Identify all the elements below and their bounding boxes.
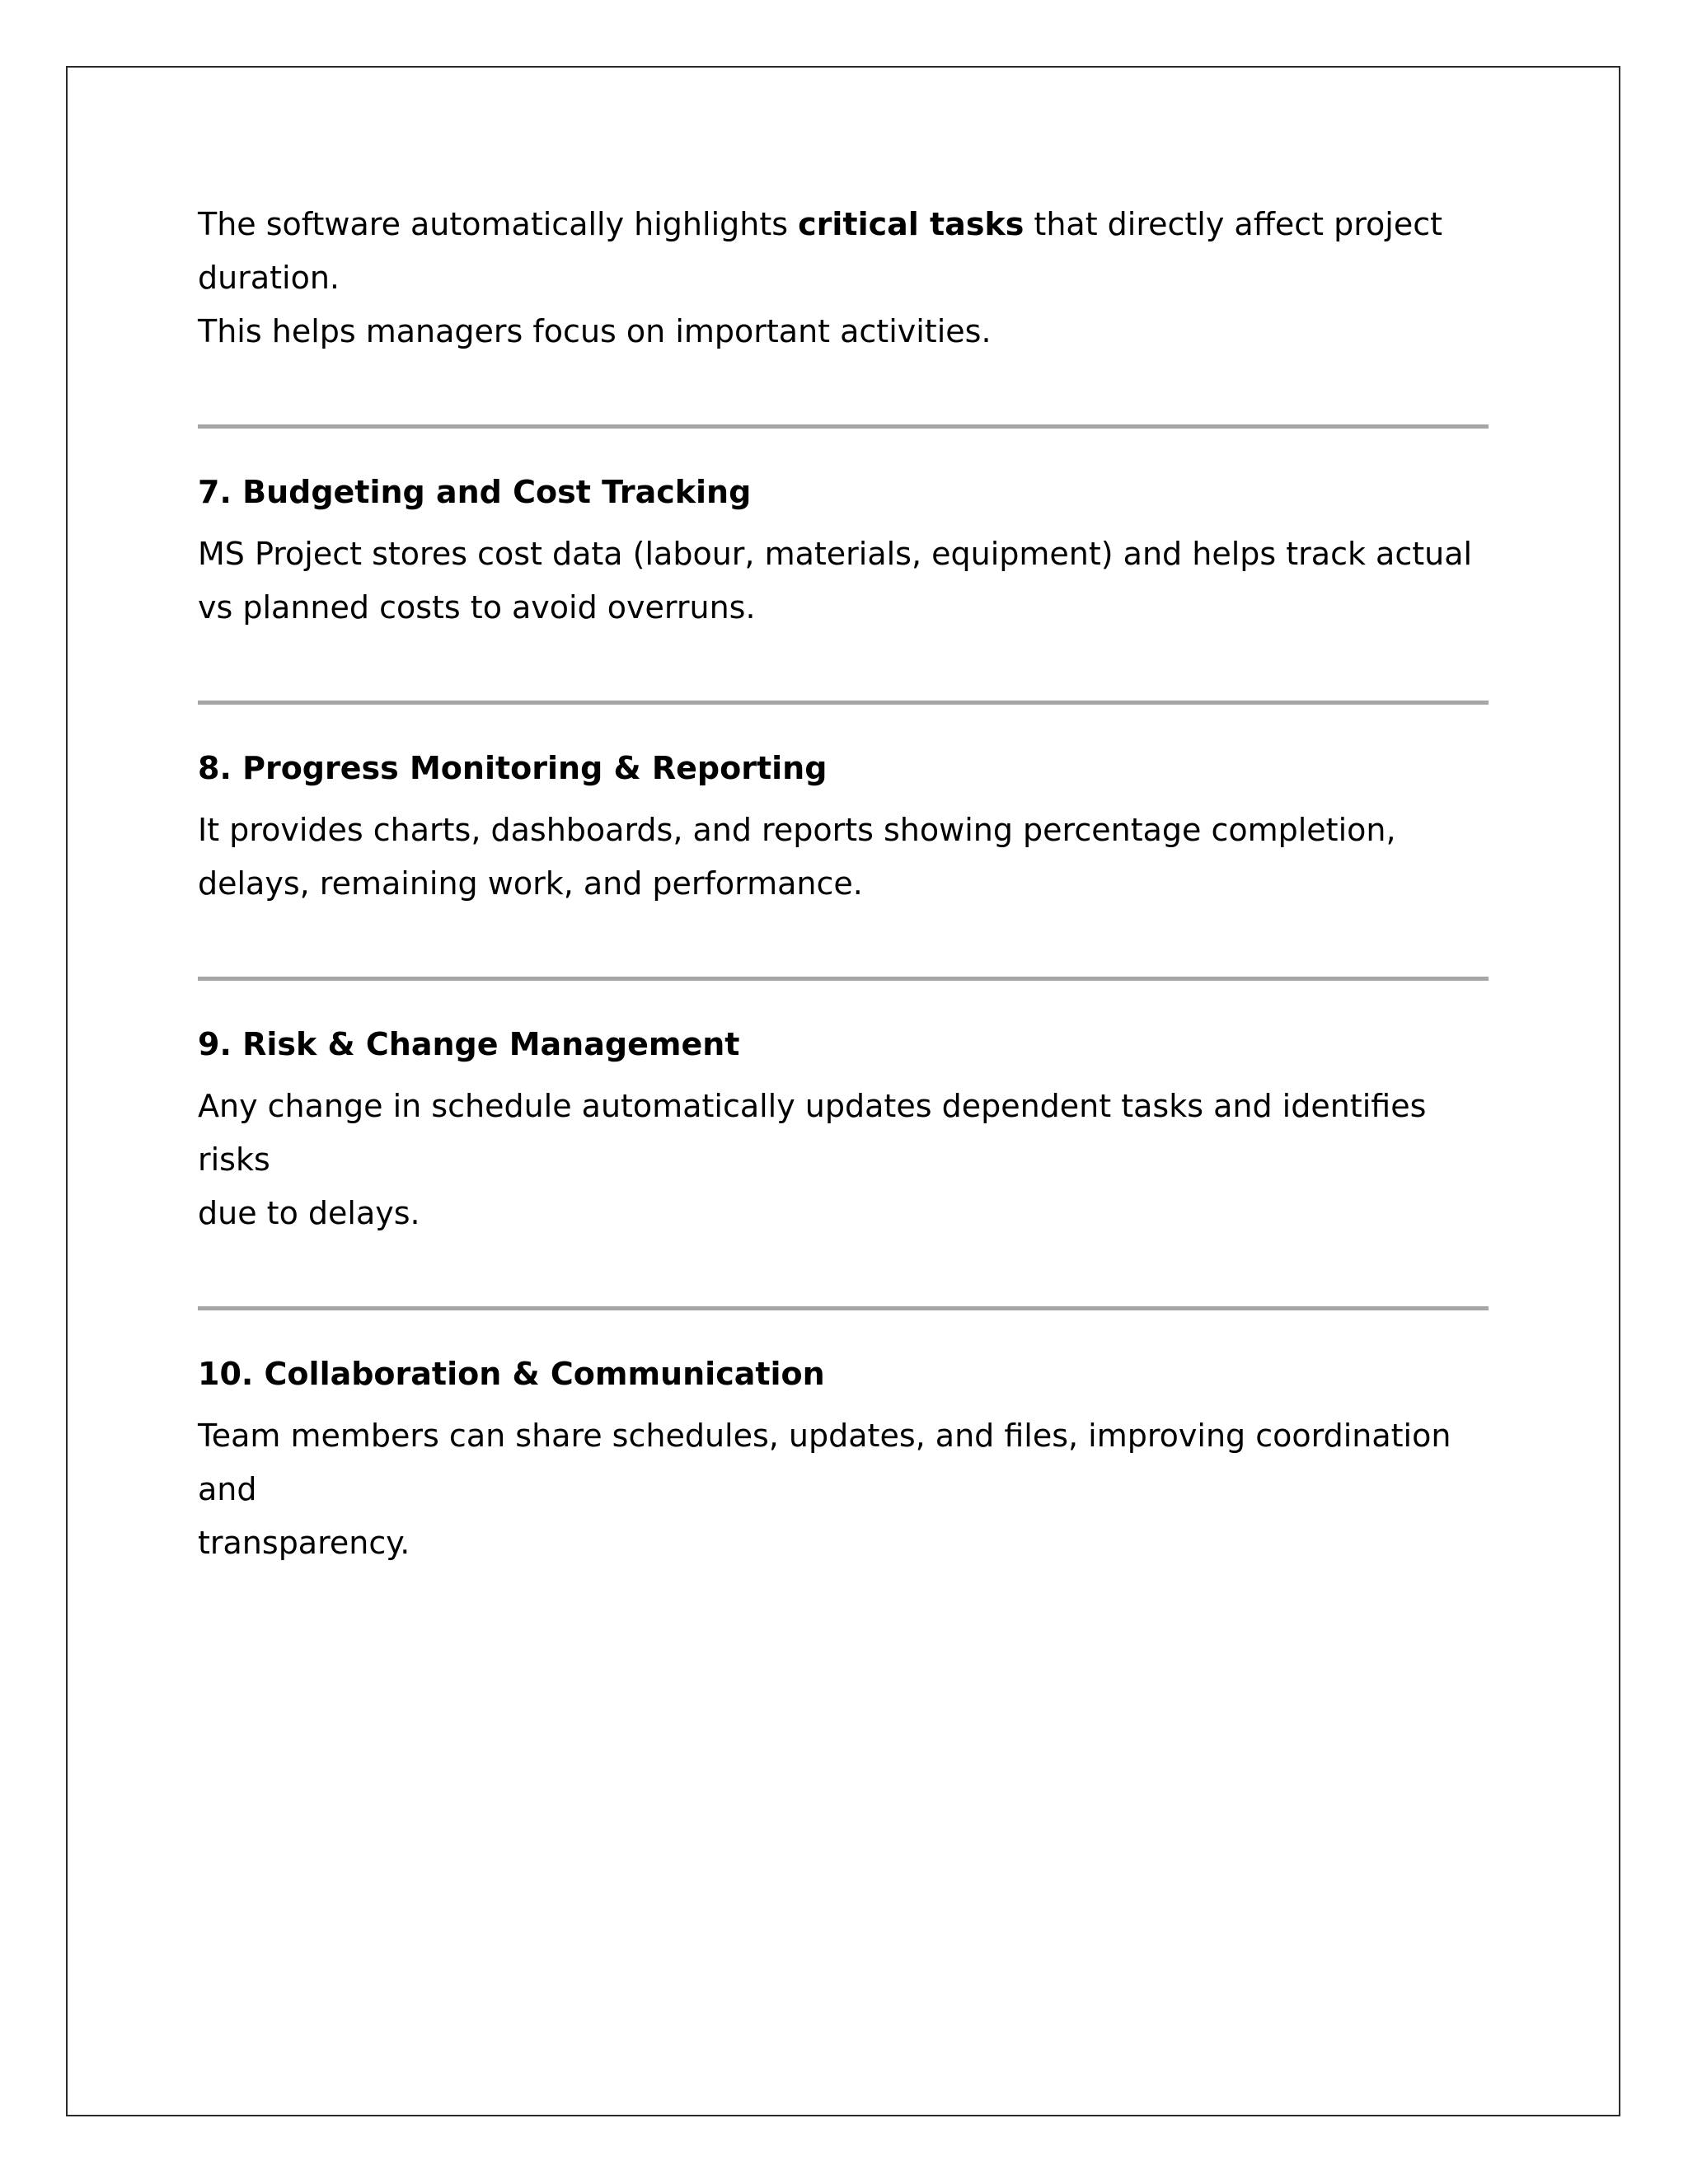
section-body-line: Any change in schedule automatically updates dependent tasks and identifies risks: [198, 1088, 1427, 1178]
section-divider: [198, 977, 1489, 981]
section-progress-monitoring: [198, 748, 1492, 911]
section-collaboration: [198, 1353, 1492, 1570]
section-risk-change: [198, 1024, 1492, 1240]
section-divider: [198, 424, 1489, 429]
intro-line-2: duration.: [198, 260, 340, 296]
intro-text-before: The software automatically highlights: [198, 206, 799, 242]
section-heading: 7. Budgeting and Cost Tracking: [198, 474, 752, 510]
section-body-line: Team members can share schedules, updates, and files, improving coordination and: [198, 1418, 1451, 1507]
critical-tasks-emphasis: critical tasks: [798, 206, 1025, 242]
section-heading: 9. Risk & Change Management: [198, 1026, 740, 1062]
section-body-line: due to delays.: [198, 1195, 420, 1231]
section-body-line: MS Project stores cost data (labour, materials, equipment) and helps track actual: [198, 536, 1473, 572]
intro-paragraph: [198, 198, 1492, 359]
section-body-line: vs planned costs to avoid overruns.: [198, 589, 756, 626]
intro-line-1: [198, 198, 1492, 251]
section-heading: 8. Progress Monitoring & Reporting: [198, 750, 828, 786]
section-divider: [198, 701, 1489, 705]
section-body-line: transparency.: [198, 1525, 410, 1561]
section-body-line: It provides charts, dashboards, and reports showing percentage completion,: [198, 812, 1396, 848]
section-budgeting: [198, 471, 1492, 635]
section-heading: 10. Collaboration & Communication: [198, 1356, 825, 1392]
document-content: [198, 198, 1492, 1570]
intro-text-after: that directly affect project: [1024, 206, 1443, 242]
intro-line-3: This helps managers focus on important activities.: [198, 313, 992, 349]
section-body-line: delays, remaining work, and performance.: [198, 865, 863, 902]
section-divider: [198, 1306, 1489, 1310]
